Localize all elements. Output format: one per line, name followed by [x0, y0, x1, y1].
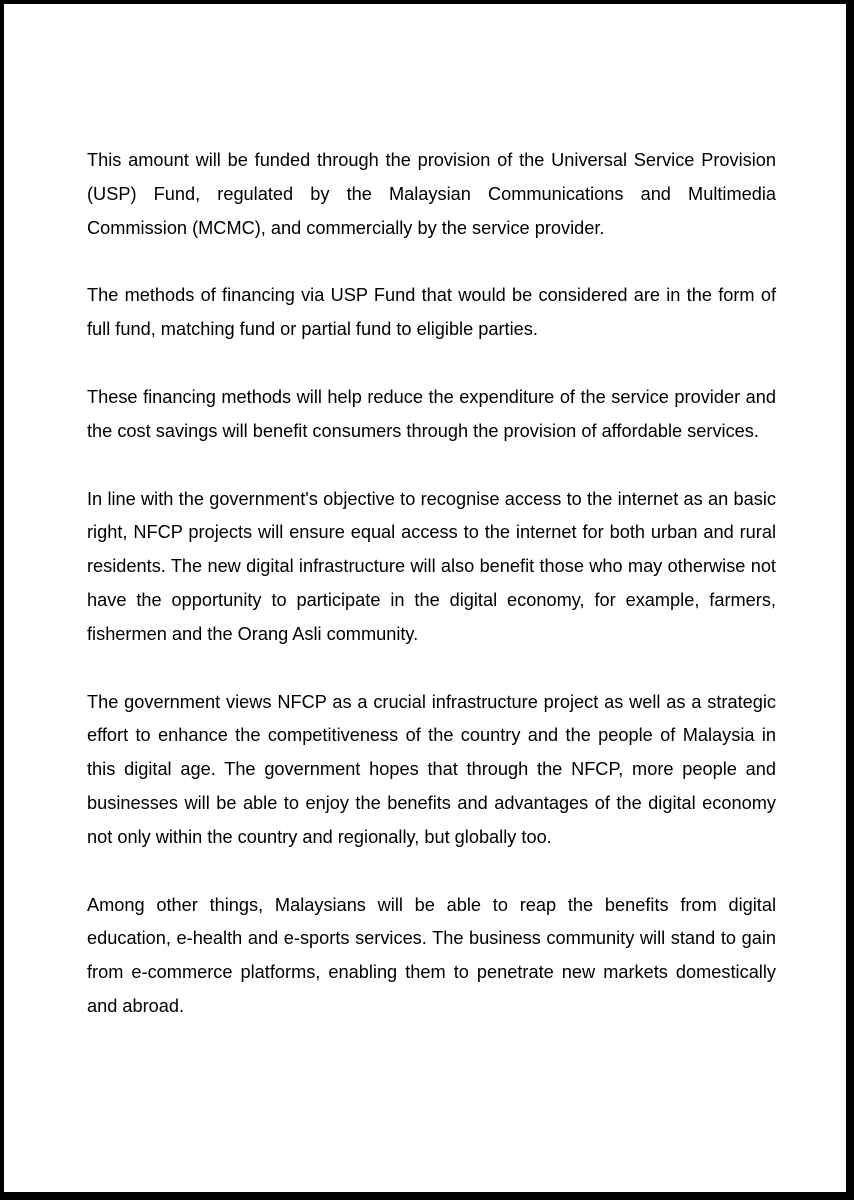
paragraph-cost-savings: These financing methods will help reduce the expenditure of the service provider and the cost savings will benefit consumers through the provision of affordable services. [87, 386, 776, 441]
paragraph-usp-funding: This amount will be funded through the provision of the Universal Service Provision (USP) Fund, regulated by the Malaysian Communications and Multimedia Commission (MCMC), and commercially by the service provider. [87, 150, 776, 238]
paragraph-financing-methods: The methods of financing via USP Fund that would be considered are in the form of full fund, matching fund or partial fund to eligible parties. [87, 285, 776, 340]
document-body [87, 144, 776, 1058]
paragraph-benefits: Among other things, Malaysians will be able to reap the benefits from digital education, e-health and e-sports services. The business community will stand to gain from e-commerce platforms, enabling them to penetrate new markets domestically and abroad. [87, 894, 776, 1016]
paragraph-internet-access: In line with the government's objective to recognise access to the internet as an basic right, NFCP projects will ensure equal access to the internet for both urban and rural residents. The new digital infrastructure will also benefit those who may otherwise not have the opportunity to participate in the digital economy, for example, farmers, fishermen and the Orang Asli community. [87, 488, 776, 644]
paragraph-nfcp-strategic: The government views NFCP as a crucial infrastructure project as well as a strategic effort to enhance the competitiveness of the country and the people of Malaysia in this digital age. The government hopes that through the NFCP, more people and businesses will be able to enjoy the benefits and advantages of the digital economy not only within the country and regionally, but globally too. [87, 691, 776, 847]
